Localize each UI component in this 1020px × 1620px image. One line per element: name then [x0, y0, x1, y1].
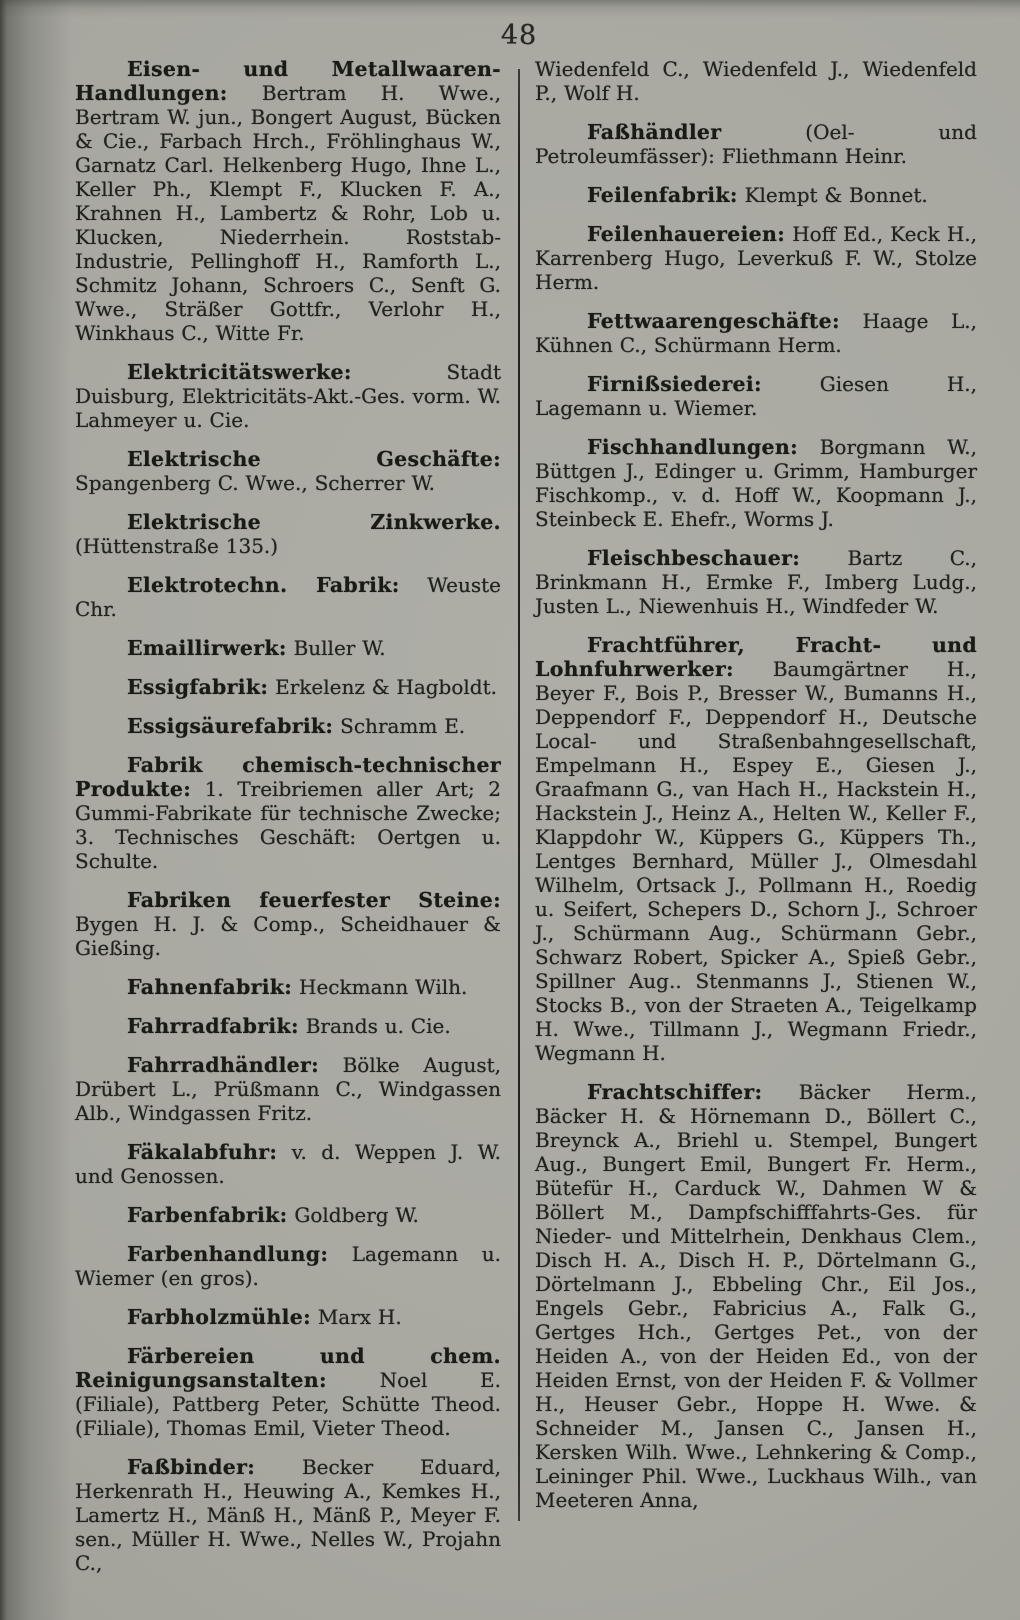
directory-entry: [535, 546, 977, 618]
entry-body: Buller W.: [293, 636, 386, 660]
entry-body: Haage L., Kühnen C., Schürmann Herm.: [535, 309, 978, 357]
directory-entry: [75, 753, 501, 873]
entry-heading: Frachtführer, Fracht- und Lohnfuhrwerker:: [535, 633, 977, 681]
directory-entry: [75, 1344, 501, 1440]
directory-entry: [75, 1014, 501, 1038]
entry-body: Bartz C., Brinkmann H., Ermke F., Imberg Ludg., Justen L., Niewenhuis H., Windfeder W.: [535, 546, 978, 618]
directory-entry: [75, 447, 501, 495]
entry-body: Goldberg W.: [294, 1203, 419, 1227]
directory-entry: [75, 636, 501, 660]
column-divider-rule: [518, 69, 520, 1521]
entry-body: Borgmann W., Büttgen J., Edinger u. Grimm, Hamburger Fischkomp., v. d. Hoff W., Koopmann J., Steinbeck E. Ehefr., Worms J.: [535, 435, 978, 531]
entry-body: Hoff Ed., Keck H., Karrenberg Hugo, Leverkuß F. W., Stolze Herm.: [535, 222, 977, 294]
directory-entry: [535, 633, 977, 1065]
entry-body: Bygen H. J. & Comp., Scheidhauer & Gießing.: [75, 912, 501, 960]
entry-body: Giesen H., Lagemann u. Wiemer.: [535, 372, 978, 420]
directory-entry: [535, 372, 977, 420]
entry-heading: Feilenhauereien:: [587, 222, 786, 246]
entry-body: Brands u. Cie.: [305, 1014, 451, 1038]
directory-entry: [535, 183, 977, 207]
entry-heading: Färbereien und chem. Reinigungsanstalten:: [75, 1344, 501, 1392]
entry-body: Bäcker Herm., Bäcker H. & Hörnemann D., Böllert C., Breynck A., Briehl u. Stempel, Bungert Aug., Bungert Emil, Bungert Fr. Herm., Bütefür H., Carduck W., Dahmen W & Böllert M., Dampfschifffahrts-Ges. für Nieder- und Mittelrhein, Denkhaus Clem., Disch H. A., Disch H. P., Dörtelmann G., Dörtelmann J., Ebbeling Chr., Eil Jos., Engels Gebr., Fabricius A., Falk G., Gertges Hch., Gertges Pet., von der Heiden A., von der Heiden Ed., von der Heiden Ernst, von der Heiden F. & Vollmer H., Heuser Gebr., Hoppe H. Wwe. & Schneider M., Jansen C., Jansen H., Kersken Wilh. Wwe., Lehnkering & Comp., Leininger Phil. Wwe., Luckhaus Wilh., van Meeteren Anna,: [535, 1080, 978, 1512]
directory-entry: [75, 1053, 501, 1125]
page-number: 48: [500, 20, 538, 51]
entry-heading: Elektricitätswerke:: [127, 360, 352, 384]
entry-heading: Fahrradhändler:: [127, 1053, 319, 1077]
entry-body: Klempt & Bonnet.: [744, 183, 928, 207]
directory-entry: [535, 1080, 977, 1512]
entry-body: Bertram H. Wwe., Bertram W. jun., Bongert August, Bücken & Cie., Farbach Hrch., Fröhlinghaus W., Garnatz Carl. Helkenberg Hugo, Ihne L., Keller Ph., Klempt F., Klucken F. A., Krahnen H., Lambertz & Rohr, Lob u. Klucken, Niederrhein. Roststab-Industrie, Pellinghoff H., Ramforth L., Schmitz Johann, Schroers C., Senft G. Wwe., Sträßer Gottfr., Verlohr H., Winkhaus C., Witte Fr.: [75, 81, 501, 345]
entry-heading: Fabrik chemisch-technischer Produkte:: [75, 753, 501, 801]
entry-heading: Fettwaarengeschäfte:: [587, 309, 840, 333]
entry-body: Wiedenfeld C., Wiedenfeld J., Wiedenfeld P., Wolf H.: [535, 57, 977, 105]
entry-heading: Faßbinder:: [127, 1455, 256, 1479]
entry-body: Weuste Chr.: [75, 573, 501, 621]
directory-entry: [75, 888, 501, 960]
entry-heading: Elektrische Zinkwerke.: [127, 510, 501, 534]
entry-body: Spangenberg C. Wwe., Scherrer W.: [75, 471, 435, 495]
directory-entry: [535, 435, 977, 531]
entry-heading: Fabriken feuerfester Steine:: [127, 888, 501, 912]
entry-body: Schramm E.: [340, 714, 466, 738]
directory-entry: [75, 57, 501, 345]
entry-heading: Fischhandlungen:: [587, 435, 798, 459]
directory-entry: [535, 222, 977, 294]
entry-heading: Frachtschiffer:: [587, 1080, 763, 1104]
entry-body: Bölke August, Drübert L., Prüßmann C., Windgassen Alb., Windgassen Fritz.: [75, 1053, 501, 1125]
entry-heading: Feilenfabrik:: [587, 183, 738, 207]
entry-body: v. d. Weppen J. W. und Genossen.: [75, 1140, 501, 1188]
entry-body: (Hüttenstraße 135.): [75, 534, 279, 558]
directory-entry-continuation: [535, 57, 977, 105]
entry-heading: Elektrische Geschäfte:: [127, 447, 501, 471]
entry-heading: Essigsäurefabrik:: [127, 714, 334, 738]
directory-entry: [535, 309, 977, 357]
directory-entry: [75, 1305, 501, 1329]
entry-heading: Farbenhandlung:: [127, 1242, 329, 1266]
entry-body: Marx H.: [317, 1305, 402, 1329]
entry-body: Lagemann u. Wiemer (en gros).: [75, 1242, 501, 1290]
directory-entry: [75, 360, 501, 432]
entry-heading: Fahnenfabrik:: [127, 975, 293, 999]
directory-entry: [75, 714, 501, 738]
left-column: [75, 57, 501, 1575]
entry-heading: Elektrotechn. Fabrik:: [127, 573, 400, 597]
directory-entry: [75, 675, 501, 699]
directory-entry: [75, 573, 501, 621]
entry-body: (Oel- und Petroleumfässer): Fliethmann Heinr.: [535, 120, 977, 168]
entry-body: Becker Eduard, Herkenrath H., Heuwing A., Kemkes H., Lamertz H., Mänß H., Mänß P., Meyer F. sen., Müller H. Wwe., Nelles W., Projahn C.,: [75, 1455, 501, 1575]
entry-heading: Essigfabrik:: [127, 675, 269, 699]
entry-body: 1. Treibriemen aller Art; 2 Gummi-Fabrikate für technische Zwecke; 3. Technisches Geschäft: Oertgen u. Schulte.: [75, 777, 502, 873]
directory-entry: [535, 120, 977, 168]
entry-heading: Farbenfabrik:: [127, 1203, 288, 1227]
entry-body: Stadt Duisburg, Elektricitäts-Akt.-Ges. vorm. W. Lahmeyer u. Cie.: [75, 360, 501, 432]
directory-entry: [75, 975, 501, 999]
directory-entry: [75, 1140, 501, 1188]
entry-heading: Emaillirwerk:: [127, 636, 287, 660]
entry-heading: Fäkalabfuhr:: [127, 1140, 278, 1164]
entry-heading: Fleischbeschauer:: [587, 546, 801, 570]
directory-entry: [75, 510, 501, 558]
entry-heading: Firnißsiederei:: [587, 372, 762, 396]
directory-entry: [75, 1242, 501, 1290]
directory-entry: [75, 1203, 501, 1227]
entry-body: Heckmann Wilh.: [299, 975, 468, 999]
entry-heading: Eisen- und Metallwaaren-Handlungen:: [75, 57, 501, 105]
entry-heading: Faßhändler: [587, 120, 722, 144]
entry-body: Noel E. (Filiale), Pattberg Peter, Schütte Theod. (Filiale), Thomas Emil, Vieter Theod.: [75, 1368, 502, 1440]
entry-heading: Farbholzmühle:: [127, 1305, 311, 1329]
two-column-layout: [75, 57, 977, 1575]
entry-body: Erkelenz & Hagboldt.: [275, 675, 497, 699]
right-column: [535, 57, 977, 1512]
directory-entry: [75, 1455, 501, 1575]
entry-heading: Fahrradfabrik:: [127, 1014, 299, 1038]
entry-body: Baumgärtner H., Beyer F., Bois P., Bresser W., Bumanns H., Deppendorf F., Deppendorf H., Deutsche Local- und Straßenbahngesellschaft, Empelmann H., Espey E., Giesen J., Graafmann G., van Hach H., Hackstein H., Hackstein J., Heinz A., Helten W., Keller F., Klappdohr W., Küppers G., Küppers Th., Lentges Bernhard, Müller J., Olmesdahl Wilhelm, Ortsack J., Pollmann H., Roedig u. Seifert, Schepers D., Schorn J., Schroer J., Schürmann Aug., Schürmann Gebr., Schwarz Robert, Spicker A., Spieß Gebr., Spillner Aug.. Stenmanns J., Stienen W., Stocks B., von der Straeten A., Teigelkamp H. Wwe., Tillmann J., Wegmann Friedr., Wegmann H.: [535, 657, 977, 1065]
